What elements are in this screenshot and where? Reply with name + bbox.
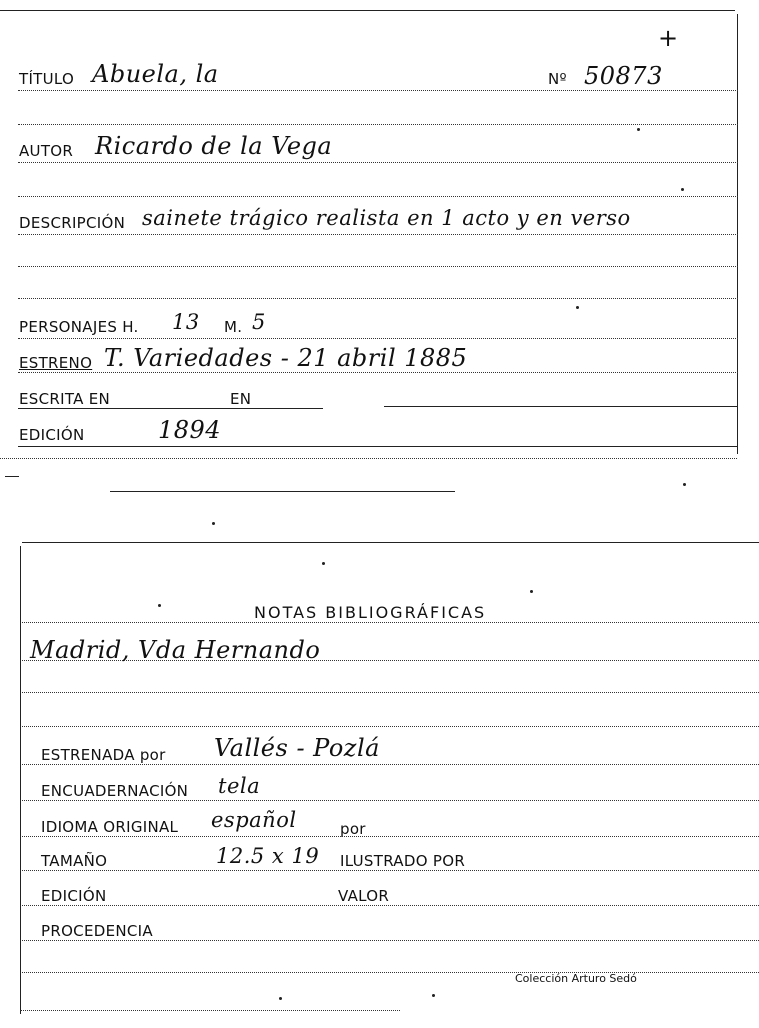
valor-label: VALOR: [338, 887, 390, 905]
card1-bottom-edge: [0, 458, 737, 459]
en-label: EN: [230, 390, 252, 408]
blank-line-3: [18, 266, 738, 267]
card2-left-border: [20, 546, 21, 1014]
scan-speck: [637, 128, 640, 131]
card1-shadow-line-left: [5, 476, 19, 477]
idioma-label: IDIOMA ORIGINAL: [41, 818, 179, 836]
estreno-label: ESTRENO: [19, 354, 93, 372]
scan-speck: [683, 483, 686, 486]
titulo-line: [18, 90, 738, 91]
escrita-label: ESCRITA EN: [19, 390, 111, 408]
estrenada-value: Vallés - Pozlá: [214, 734, 380, 762]
blank-line-4: [18, 298, 738, 299]
encuadernacion-value: tela: [218, 774, 261, 798]
scan-speck: [681, 188, 684, 191]
edicion2-label: EDICIÓN: [41, 887, 107, 905]
scan-speck: [279, 997, 282, 1000]
encuadernacion-label: ENCUADERNACIÓN: [41, 782, 189, 800]
estreno-line: [18, 372, 738, 373]
card1-shadow-line: [110, 491, 455, 492]
card2-bottom-edge: [20, 1010, 400, 1011]
encuadernacion-line: [22, 800, 759, 801]
numero-value: 50873: [584, 62, 663, 90]
card1-top-border: [0, 10, 735, 11]
titulo-label: TÍTULO: [19, 70, 75, 88]
edicion2-line: [22, 905, 759, 906]
procedencia-line: [22, 940, 759, 941]
notas-heading: NOTAS BIBLIOGRÁFICAS: [254, 603, 487, 622]
notas-line: [22, 660, 759, 661]
tamano-value: 12.5 x 19: [216, 844, 320, 868]
numero-label: Nº: [548, 70, 567, 88]
personajes-line: [18, 338, 738, 339]
blank-line-6: [22, 726, 759, 727]
escrita-line-right: [384, 406, 738, 407]
coleccion-footer: Colección Arturo Sedó: [515, 972, 637, 985]
cross-mark: +: [658, 24, 679, 52]
blank-line-2: [18, 196, 738, 197]
estrenada-line: [22, 764, 759, 765]
edicion-line: [18, 446, 738, 447]
autor-line: [18, 162, 738, 163]
idioma-value: español: [211, 808, 297, 832]
notas-value: Madrid, Vda Hernando: [30, 636, 321, 664]
edicion-value: 1894: [158, 416, 222, 444]
scan-speck: [576, 306, 579, 309]
escrita-line: [18, 408, 323, 409]
scan-speck: [432, 994, 435, 997]
estrenada-label: ESTRENADA por: [41, 746, 166, 764]
estreno-value: T. Variedades - 21 abril 1885: [104, 344, 468, 372]
blank-line-5: [22, 692, 759, 693]
blank-line-7: [22, 972, 759, 973]
procedencia-label: PROCEDENCIA: [41, 922, 153, 940]
personajes-h-value: 13: [172, 310, 200, 334]
heading-line: [22, 622, 759, 623]
scan-speck: [322, 562, 325, 565]
por-label: por: [340, 820, 366, 838]
tamano-line: [22, 870, 759, 871]
titulo-value: Abuela, la: [92, 60, 219, 88]
descripcion-label: DESCRIPCIÓN: [19, 214, 126, 232]
personajes-label: PERSONAJES H.: [19, 318, 139, 336]
blank-line-1: [18, 124, 738, 125]
scan-speck: [158, 604, 161, 607]
autor-label: AUTOR: [19, 142, 74, 160]
autor-value: Ricardo de la Vega: [95, 132, 333, 160]
scan-speck: [530, 590, 533, 593]
edicion-label: EDICIÓN: [19, 426, 85, 444]
descripcion-line: [18, 234, 738, 235]
card2-top-border: [22, 542, 759, 543]
scan-speck: [212, 522, 215, 525]
tamano-label: TAMAÑO: [41, 852, 108, 870]
ilustrado-label: ILUSTRADO POR: [340, 852, 466, 870]
idioma-line: [22, 836, 759, 837]
descripcion-value: sainete trágico realista en 1 acto y en verso: [142, 206, 631, 230]
personajes-m-value: 5: [252, 310, 266, 334]
personajes-m-label: M.: [224, 318, 243, 336]
